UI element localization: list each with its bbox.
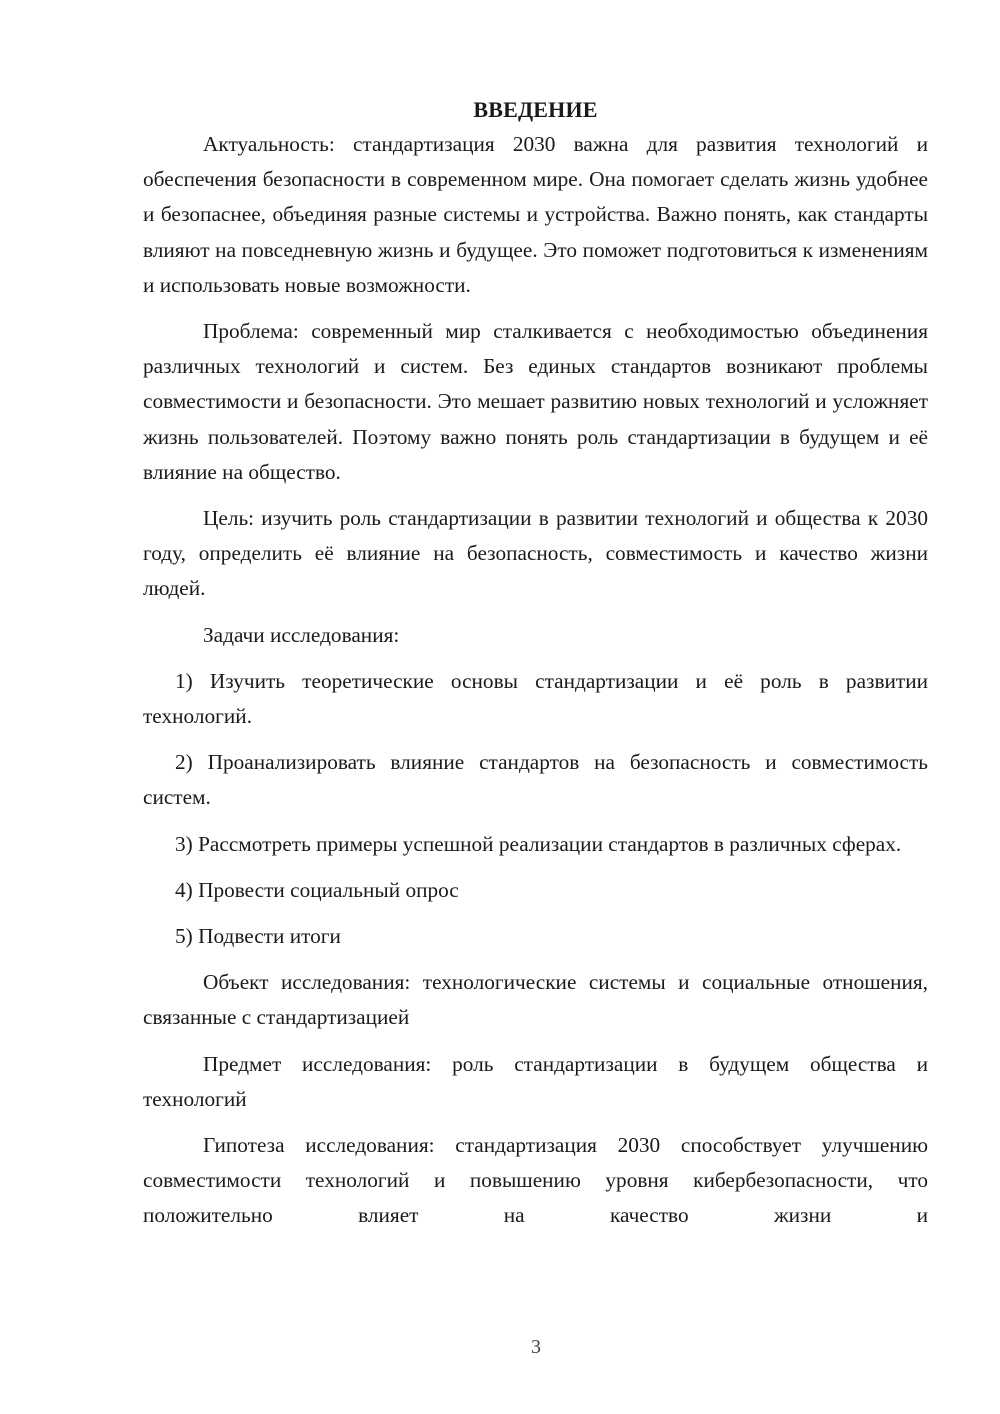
page-number: 3 [531,1336,541,1358]
document-page [143,92,928,1245]
section-heading: ВВЕДЕНИЕ [473,97,598,122]
paragraph-goal: Цель: изучить роль стандартизации в развитии технологий и общества к 2030 году, определить её влияние на безопасность, совместимость и качество жизни людей. [143,506,928,601]
task-item-3: 3) Рассмотреть примеры успешной реализации стандартов в различных сферах. [175,831,902,856]
paragraph-hypothesis: Гипотеза исследования: стандартизация 2030 способствует улучшению совместимости технологий и повышению уровня кибербезопасности, что положительно влияет на качество жизни и [143,1133,928,1228]
task-item-4: 4) Провести социальный опрос [175,877,459,902]
task-item-5: 5) Подвести итоги [175,924,341,949]
paragraph-relevance: Актуальность: стандартизация 2030 важна для развития технологий и обеспечения безопасности в современном мире. Она помогает сделать жизнь удобнее и безопаснее, объединяя разные системы и устройства. Важно понять, как стандарты влияют на повседневную жизнь и будущее. Это поможет подготовиться к изменениям и использовать новые возможности. [143,132,928,297]
task-item-1: 1) Изучить теоретические основы стандартизации и её роль в развитии технологий. [143,668,928,729]
task-item-2: 2) Проанализировать влияние стандартов на безопасность и совместимость систем. [143,750,928,810]
paragraph-problem: Проблема: современный мир сталкивается с необходимостью объединения различных технологий и систем. Без единых стандартов возникают проблемы совместимости и безопасности. Это мешает развитию новых технологий и усложняет жизнь пользователей. Поэтому важно понять роль стандартизации в будущем и её влияние на общество. [143,319,928,484]
paragraph-subject: Предмет исследования: роль стандартизации в будущем общества и технологий [143,1051,928,1111]
paragraph-object: Объект исследования: технологические системы и социальные отношения, связанные с стандартизацией [143,970,928,1030]
tasks-title: Задачи исследования: [203,622,400,647]
